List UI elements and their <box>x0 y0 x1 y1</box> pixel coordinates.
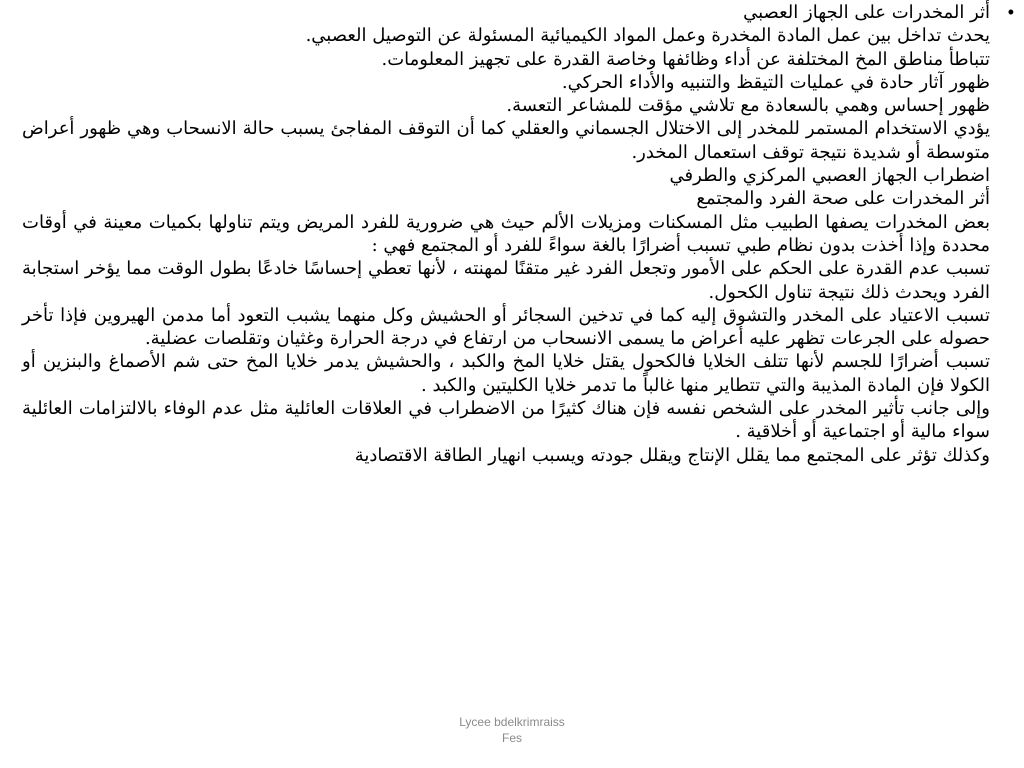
paragraph: وإلى جانب تأثير المخدر على الشخص نفسه فإن هناك كثيرًا من الاضطراب في العلاقات العائلية مثل عدم الوفاء بالالتزامات العائلية سواء مالية أو اجتماعية أو أخلاقية . <box>22 398 990 443</box>
paragraph: ظهور آثار حادة في عمليات التيقظ والتنبيه والأداء الحركي. <box>561 71 990 93</box>
slide-body <box>22 1 1014 467</box>
footer-city: Fes <box>501 731 522 745</box>
paragraph: تتباطأ مناطق المخ المختلفة عن أداء وظائفها وخاصة القدرة على تجهيز المعلومات. <box>381 48 990 70</box>
paragraph: اضطراب الجهاز العصبي المركزي والطرفي <box>669 165 990 187</box>
paragraph: بعض المخدرات يصفها الطبيب مثل المسكنات ومزيلات الألم حيث هي ضرورية للفرد المريض ويتم تناولها بكميات معينة في أوقات محددة وإذا أخذت بدون نظام طبي تسبب أضرارًا بالغة سواءً للفرد أو المجتمع فهي : <box>22 211 990 256</box>
paragraph: يؤدي الاستخدام المستمر للمخدر إلى الاختلال الجسماني والعقلي كما أن التوقف المفاجئ يسبب حالة الانسحاب وهي ظهور أعراض متوسطة أو شديدة نتيجة توقف استعمال المخدر. <box>22 118 990 163</box>
paragraph: وكذلك تؤثر على المجتمع مما يقلل الإنتاج ويقلل جودته ويسبب انهيار الطاقة الاقتصادية <box>354 444 990 466</box>
bullet-point: • <box>1007 2 1014 22</box>
paragraph-title: أثر المخدرات على الجهاز العصبي <box>743 2 990 23</box>
paragraph: ظهور إحساس وهمي بالسعادة مع تلاشي مؤقت للمشاعر التعسة. <box>506 95 990 117</box>
paragraph: تسبب عدم القدرة على الحكم على الأمور وتجعل الفرد غير متقنًا لمهنته ، لأنها تعطي إحساسًا خادعًا بطول الوقت مما يؤخر استجابة الفرد ويحدث ذلك نتيجة تناول الكحول. <box>22 258 990 303</box>
paragraph: يحدث تداخل بين عمل المادة المخدرة وعمل المواد الكيميائية المسئولة عن التوصيل العصبي. <box>305 25 990 47</box>
footer <box>412 714 612 746</box>
footer-school-name: Lycee bdelkrimraiss <box>459 715 565 729</box>
paragraph: تسبب الاعتياد على المخدر والتشوق إليه كما في تدخين السجائر أو الحشيش وكل منهما يشبب التعود أما مدمن الهيروين فإذا تأخر حصوله على الجرعات تظهر عليه أعراض ما يسمى الانسحاب من ارتفاع في درجة الحرارة وغثيان وتقلصات عضلية. <box>22 304 990 350</box>
paragraph-heading: أثر المخدرات على صحة الفرد والمجتمع <box>696 188 990 210</box>
paragraph: تسبب أضرارًا للجسم لأنها تتلف الخلايا فالكحول يقتل خلايا المخ والكبد ، والحشيش يدمر خلايا المخ حتى شم الأصماغ والبنزين أو الكولا فإن المادة المذيبة والتي تتطاير منها غالباً ما تدمر خلايا الكليتين والكبد . <box>22 351 990 396</box>
